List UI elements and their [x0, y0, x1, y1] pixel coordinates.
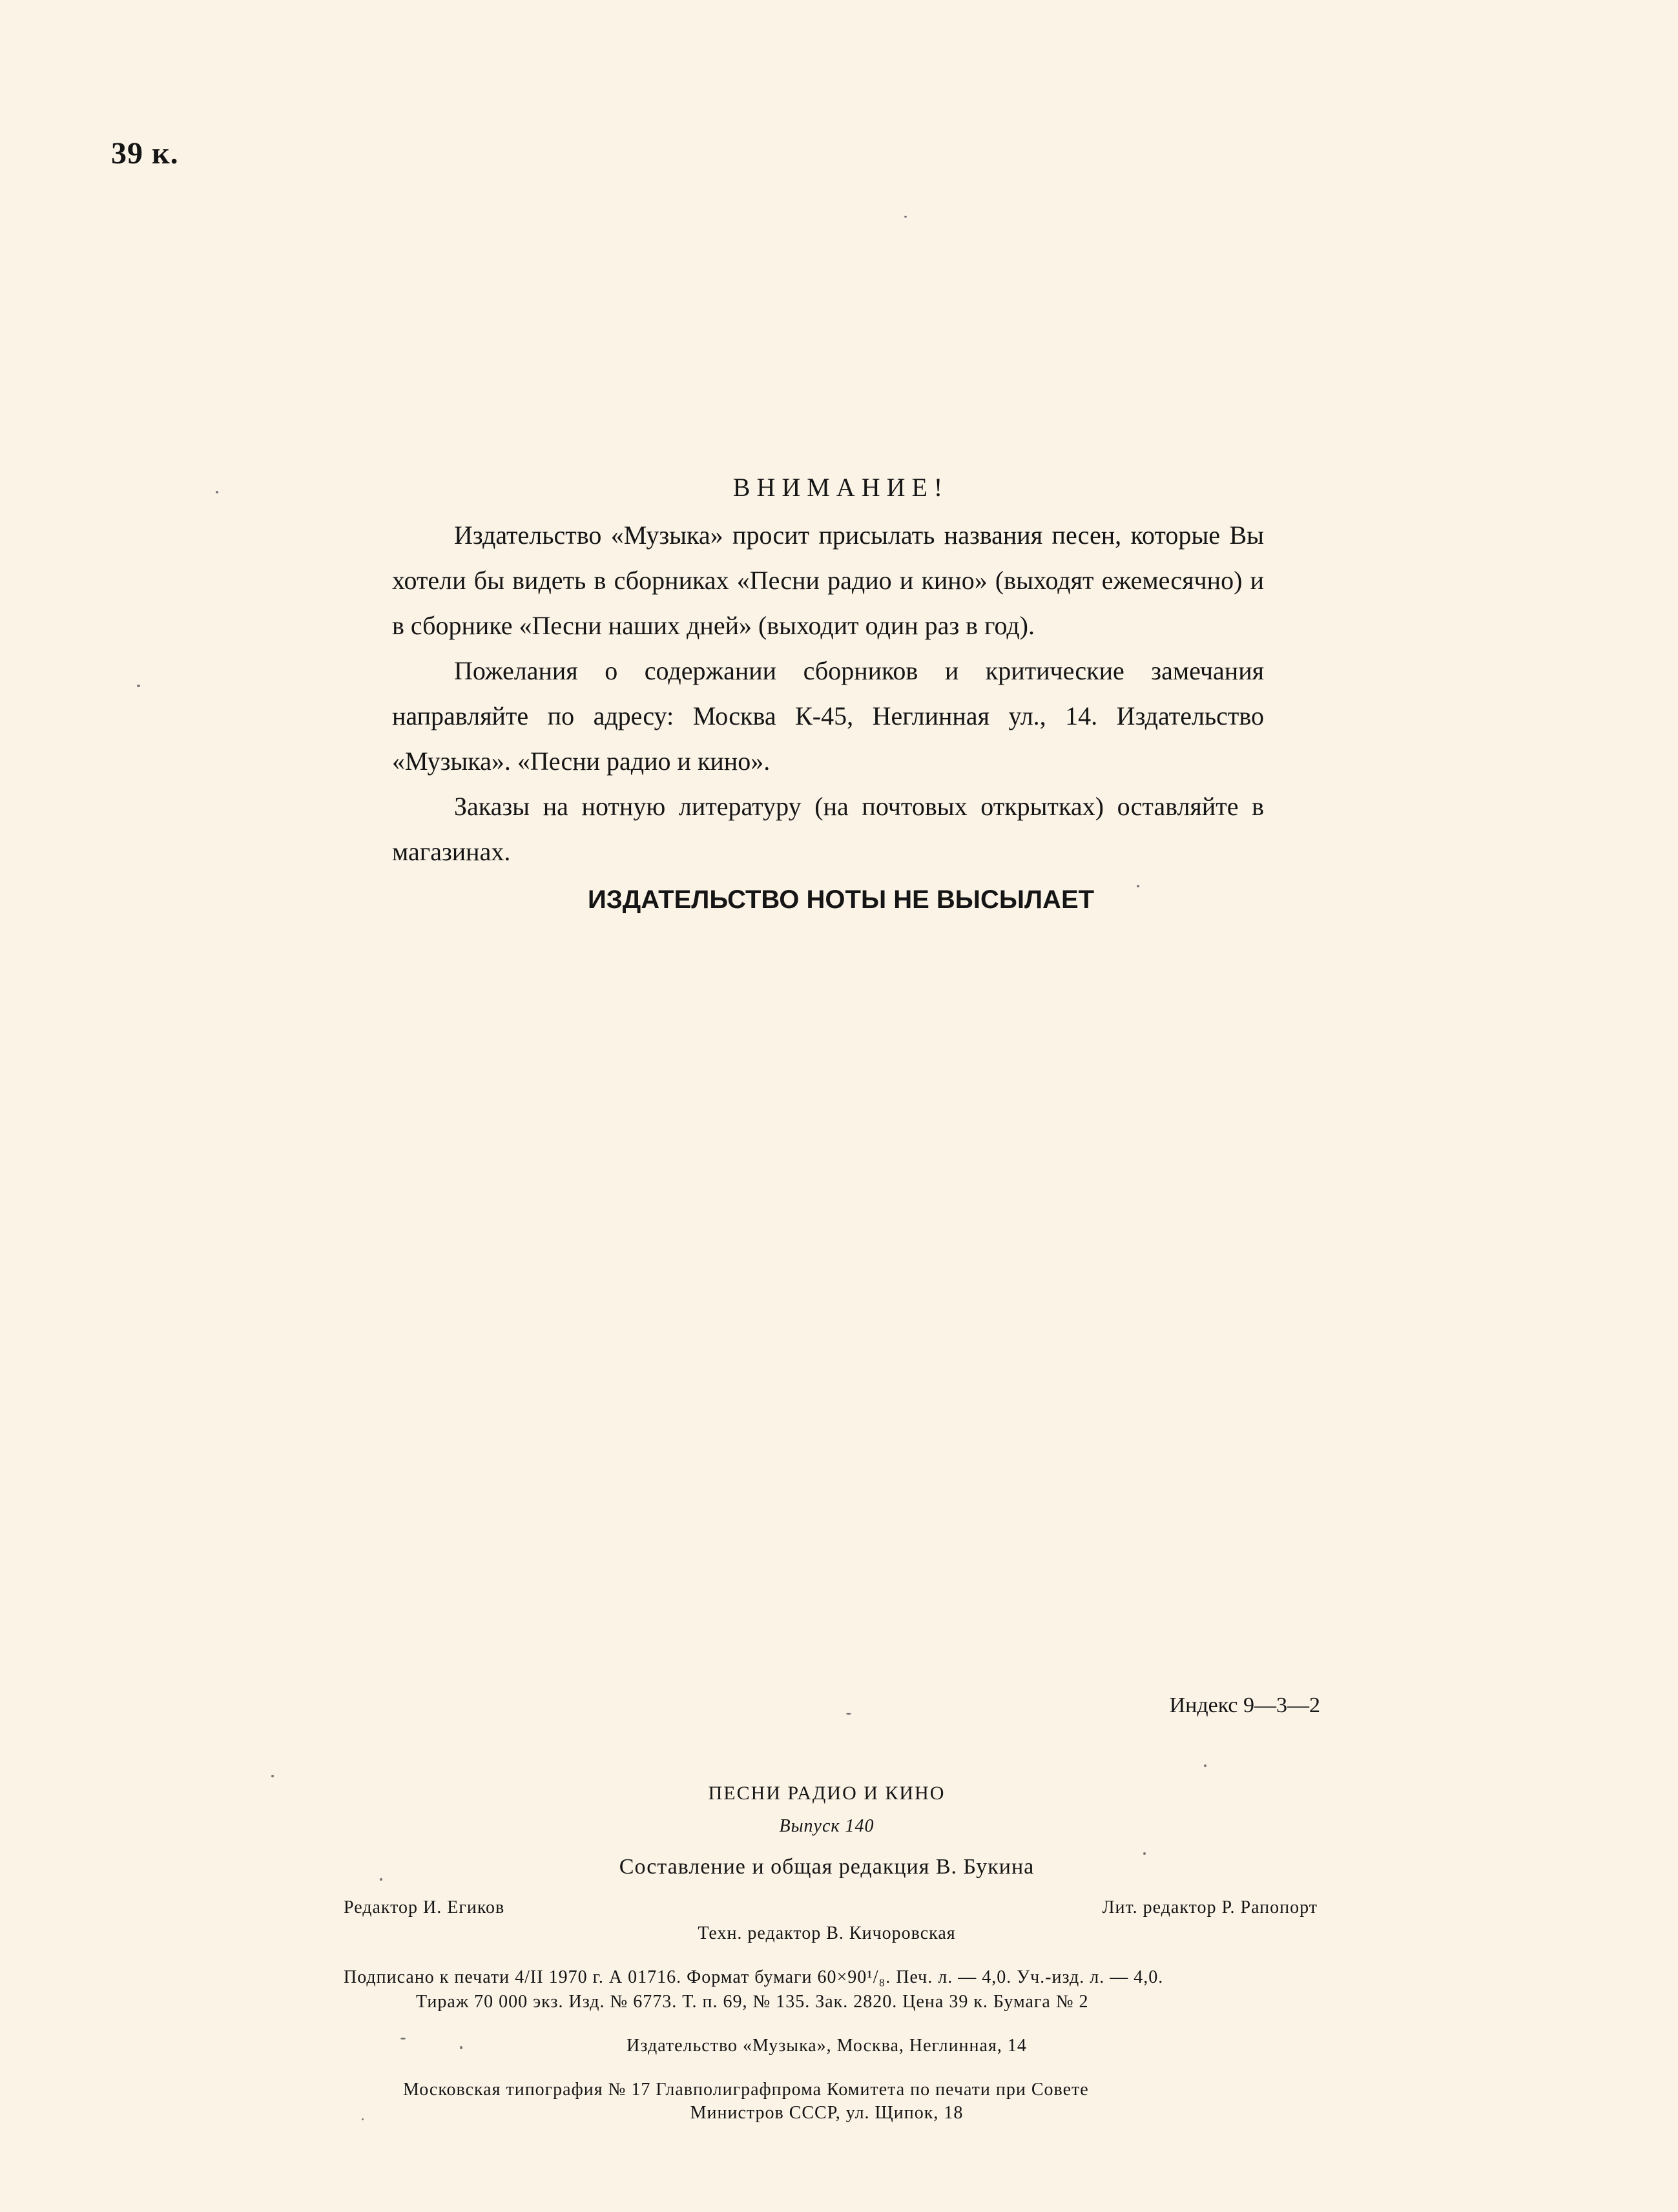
notice-final-statement: ИЗДАТЕЛЬСТВО НОТЫ НЕ ВЫСЫЛАЕТ — [587, 885, 1095, 914]
paper-speck — [846, 1713, 851, 1715]
printing-house-line: Московская типография № 17 Главполиграфпрома Комитета по печати при Совете — [403, 2080, 1089, 2100]
paper-speck — [400, 2038, 406, 2040]
paper-speck — [216, 491, 218, 493]
index-code: Индекс 9—3—2 — [1169, 1693, 1320, 1717]
price-label: 39 к. — [111, 136, 179, 171]
literary-editor: Лит. редактор Р. Рапопорт — [1102, 1897, 1318, 1917]
notice-paragraph: Издательство «Музыка» просит присылать названия песен, которые Вы хотели бы видеть в сборниках «Песни радио и кино» (выходят ежемесячно) и в сборнике «Песни наших дней» (выходит один раз в год). — [392, 521, 1264, 640]
notice-paragraph: Пожелания о содержании сборников и критические замечания направляйте по адресу: Москва К-45, Неглинная ул., 14. Издательство «Музыка». «Песни радио и кино». — [392, 656, 1264, 776]
issue-number: Выпуск 140 — [779, 1816, 875, 1836]
paper-speck — [904, 216, 907, 218]
paper-speck — [1137, 885, 1139, 887]
paper-speck — [271, 1775, 274, 1777]
paper-speck — [1204, 1764, 1207, 1767]
paper-speck — [137, 685, 140, 687]
print-signed-info: Подписано к печати 4/II 1970 г. А 01716. Формат бумаги 60×90¹/₈. Печ. л. — 4,0. Уч.-изд. л. — 4,0. — [344, 1967, 1164, 1987]
notice-block — [392, 465, 1264, 922]
paper-speck — [362, 2118, 364, 2120]
publisher-info: Издательство «Музыка», Москва, Неглинная, 14 — [627, 2036, 1027, 2056]
editor: Редактор И. Егиков — [344, 1897, 505, 1917]
series-title: ПЕСНИ РАДИО И КИНО — [708, 1783, 946, 1804]
paper-speck — [380, 1878, 382, 1881]
printing-house-line: Министров СССР, ул. Щипок, 18 — [690, 2103, 964, 2123]
technical-editor: Техн. редактор В. Кичоровская — [698, 1923, 956, 1943]
paper-speck — [460, 2046, 462, 2049]
notice-paragraph: Заказы на нотную литературу (на почтовых открытках) оставляйте в магазинах. — [392, 792, 1264, 866]
notice-title: ВНИМАНИЕ! — [732, 473, 949, 502]
paper-speck — [1143, 1852, 1146, 1855]
compiled-by: Составление и общая редакция В. Букина — [619, 1855, 1035, 1879]
print-run-info: Тираж 70 000 экз. Изд. № 6773. Т. п. 69, № 135. Зак. 2820. Цена 39 к. Бумага № 2 — [416, 1992, 1089, 2012]
